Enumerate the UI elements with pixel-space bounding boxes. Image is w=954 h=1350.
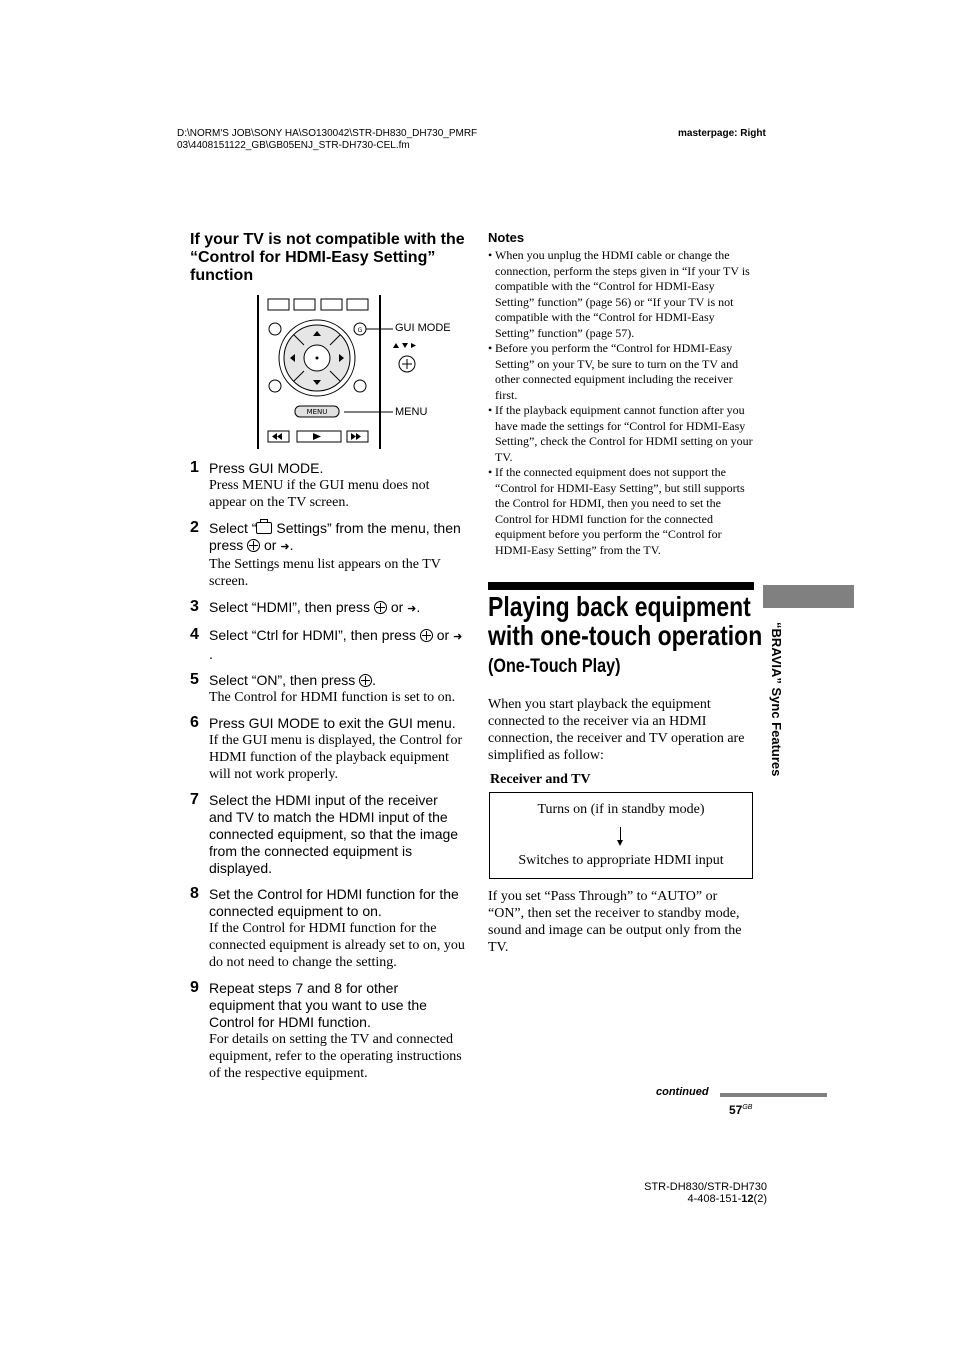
step-instruction: Set the Control for HDMI function for the connected equipment to on.: [209, 886, 459, 919]
enter-button-icon: [374, 601, 387, 614]
note-item: • If the connected equipment does not support the “Control for HDMI-Easy Setting”, but still supports the Control for HDMI, then you need to set the Control for HDMI function for the connected equipment before you perform the “Control for HDMI-Easy Setting” from the TV.: [488, 465, 754, 558]
step-number: 5: [190, 671, 199, 688]
step-number: 9: [190, 979, 199, 996]
page-number: $57^{GB}$: [729, 1103, 753, 1117]
step-3: [190, 599, 465, 618]
masterpage-label: masterpage: Right: [678, 128, 766, 139]
page-subtitle: (One-Touch Play): [488, 656, 621, 677]
step-9: [190, 980, 465, 1082]
step-number: 7: [190, 791, 199, 808]
step-instruction: Repeat steps 7 and 8 for other equipment that you want to use the Control for HDMI function.: [209, 980, 427, 1030]
step-detail: If the GUI menu is displayed, the Control for HDMI function of the playback equipment will not work properly.: [209, 733, 463, 782]
gui-mode-callout: GUI MODE: [395, 322, 451, 334]
section-heading: If your TV is not compatible with the “Control for HDMI-Easy Setting” function: [190, 231, 465, 284]
enter-button-icon: [247, 539, 260, 552]
down-arrow-icon: [620, 827, 621, 841]
step-detail: The Settings menu list appears on the TV screen.: [209, 557, 441, 589]
flow-step-1: Turns on (if in standby mode): [537, 802, 705, 817]
step-instruction: Press GUI MODE.: [209, 460, 324, 476]
step-6: [190, 715, 465, 783]
step-number: 3: [190, 598, 199, 615]
remote-menu-button-label: MENU: [306, 408, 328, 416]
title-line: with one-touch operation: [488, 620, 763, 651]
step-instruction: Press GUI MODE to exit the GUI menu.: [209, 715, 456, 731]
enter-button-icon: [420, 629, 433, 642]
flow-step-2: Switches to appropriate HDMI input: [518, 853, 724, 868]
step-4: [190, 627, 465, 663]
step-number: 4: [190, 626, 199, 643]
menu-callout: MENU: [395, 406, 428, 418]
step-number: 2: [190, 519, 199, 536]
title-rule: [488, 582, 754, 590]
note-item: • If the playback equipment cannot function after you have made the settings for “Control for HDMI-Easy Setting”, check the Control for HDMI setting on your TV.: [488, 403, 754, 465]
step-detail: If the Control for HDMI function for the connected equipment is already set to on, you do not need to change the setting.: [209, 921, 465, 970]
step-number: 8: [190, 885, 199, 902]
file-path-header: [177, 128, 477, 152]
step-number: 1: [190, 459, 199, 476]
step-number: 6: [190, 714, 199, 731]
part-code: 4-408-151-12(2): [687, 1193, 767, 1205]
step-1: [190, 460, 465, 511]
step-instruction: Select “ON”, then press .: [209, 672, 377, 688]
file-path-line1: D:\NORM'S JOB\SONY HA\SO130042\STR-DH830_DH730_PMRF: [177, 128, 478, 139]
note-item: • Before you perform the “Control for HDMI-Easy Setting” on your TV, be sure to turn on the TV and other connected equipment including the receiver first.: [488, 341, 754, 403]
closing-paragraph: If you set “Pass Through” to “AUTO” or “ON”, then set the receiver to standby mode, sound and image can be output only from the TV.: [488, 889, 742, 955]
remote-illustration: [255, 293, 495, 453]
right-arrow-icon: ➜: [453, 631, 463, 643]
step-detail: The Control for HDMI function is set to on.: [209, 690, 456, 705]
file-path-line2: 03\4408151122_GB\GB05ENJ_STR-DH730-CEL.fm: [177, 140, 410, 151]
toolbox-icon: [256, 522, 272, 534]
step-2: [190, 520, 465, 590]
step-instruction: Select the HDMI input of the receiver and TV to match the HDMI input of the connected equipment, so that the image from the connected equipment is displayed.: [209, 792, 459, 876]
flow-box: [489, 792, 753, 879]
step-instruction: Select “HDMI”, then press or ➜.: [209, 599, 465, 618]
step-5: [190, 672, 465, 706]
right-arrow-icon: ➜: [407, 603, 417, 615]
box-heading: Receiver and TV: [490, 772, 591, 787]
model-number: STR-DH830/STR-DH730: [644, 1181, 767, 1193]
section-tab-marker: [763, 585, 854, 608]
notes-title: Notes: [488, 230, 525, 245]
step-instruction: Select “ Settings” from the menu, then press or ➜.: [209, 520, 465, 556]
page-title: [488, 591, 763, 651]
step-7: [190, 792, 465, 877]
notes-list: [488, 248, 754, 558]
continued-label: continued: [656, 1086, 709, 1098]
step-detail: Press MENU if the GUI menu does not appear on the TV screen.: [209, 478, 430, 510]
model-footer: [641, 1181, 767, 1205]
step-8: [190, 886, 465, 971]
side-tab-label: “BRAVIA” Sync Features: [769, 622, 784, 777]
title-line: Playing back equipment: [488, 591, 751, 622]
step-detail: For details on setting the TV and connected equipment, refer to the operating instructions of the respective equipment.: [209, 1032, 462, 1081]
svg-text:G: G: [357, 327, 363, 334]
enter-button-icon: [359, 674, 372, 687]
remote-control-drawing: [255, 293, 495, 453]
continued-bar: [720, 1093, 827, 1097]
right-arrow-icon: ➜: [280, 541, 290, 553]
intro-paragraph: When you start playback the equipment connected to the receiver via an HDMI connection, the receiver and TV operation are simplified as follow:: [488, 697, 745, 763]
steps-list: [190, 460, 465, 1091]
note-item: • When you unplug the HDMI cable or change the connection, perform the steps given in “If your TV is compatible with the “Control for HDMI-Easy Setting” function” (page 56) or “If your TV is not compatible with the “Control for HDMI-Easy Setting” function” (page 57).: [488, 248, 754, 341]
step-instruction: Select “Ctrl for HDMI”, then press or ➜.: [209, 627, 463, 662]
